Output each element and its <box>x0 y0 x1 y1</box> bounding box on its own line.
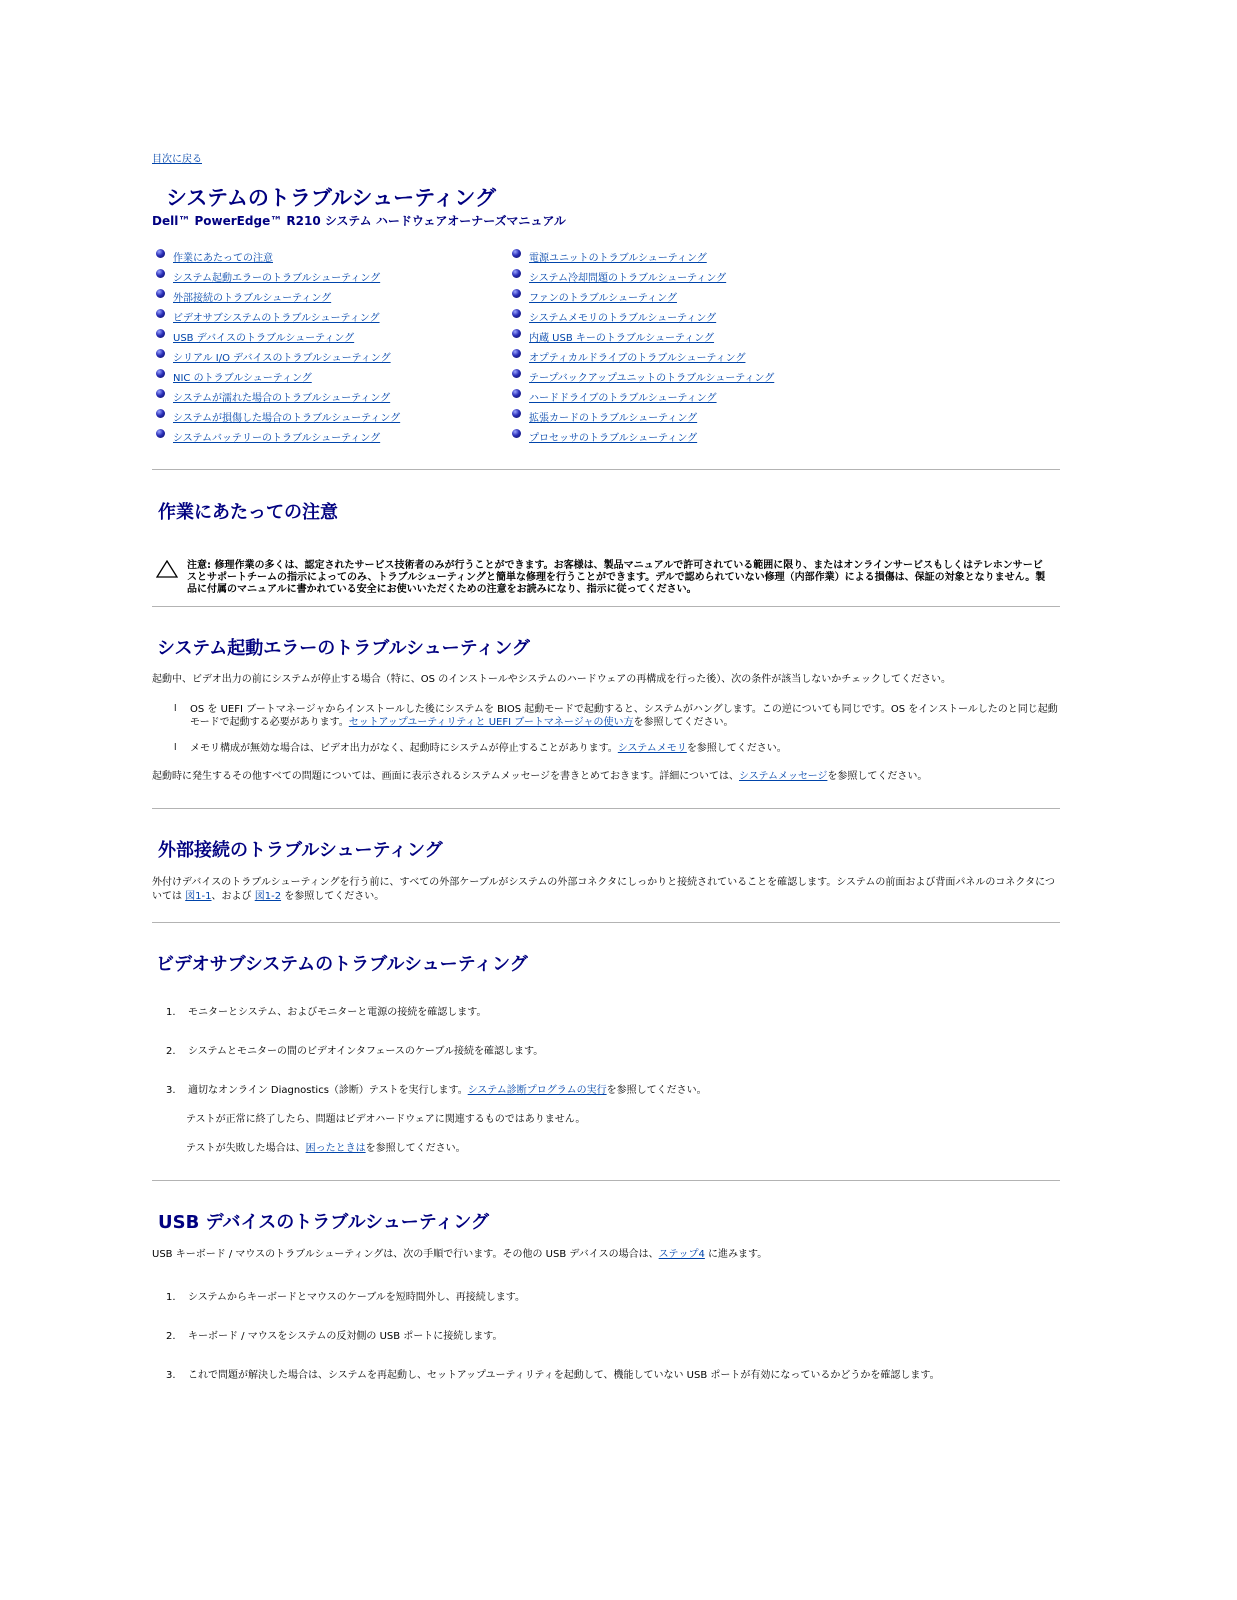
toc-link[interactable]: ビデオサブシステムのトラブルシューティング <box>173 313 380 324</box>
step-text: システムとモニターの間のビデオインタフェースのケーブル接続を確認します。 <box>188 1046 544 1057</box>
bullet-icon <box>156 269 165 278</box>
toc-item <box>152 289 508 309</box>
list-item <box>152 1330 1062 1344</box>
step-text: これで問題が解決した場合は、システムを再起動し、セットアップユーティリティを起動して、機能していない USB ポートが有効になっているかどうかを確認します。 <box>188 1370 940 1381</box>
toc-item <box>152 249 508 269</box>
bullet-icon <box>512 329 521 338</box>
bullet-icon <box>156 309 165 318</box>
step-text: モニターとシステム、およびモニターと電源の接続を確認します。 <box>188 1007 487 1018</box>
back-to-contents-link[interactable]: 目次に戻る <box>152 154 202 165</box>
step-number: 2. <box>166 1046 176 1057</box>
section-heading-usb: USB デバイスのトラブルシューティング <box>158 1212 489 1233</box>
section-heading-video: ビデオサブシステムのトラブルシューティング <box>156 954 528 975</box>
paragraph-text: 外付けデバイスのトラブルシューティングを行う前に、すべての外部ケーブルがシステムの外部コネクタにしっかりと接続されていることを確認します。システムの前面および背面パネルのコネクタについては <box>152 877 1055 902</box>
toc-item <box>508 269 864 289</box>
bullet-icon <box>512 389 521 398</box>
bullet-icon <box>156 409 165 418</box>
step-number: 1. <box>166 1292 176 1303</box>
list-item <box>152 742 1062 755</box>
section-divider <box>152 808 1060 809</box>
paragraph-text: を参照してください。 <box>827 771 928 782</box>
toc-link[interactable]: システムバッテリーのトラブルシューティング <box>173 433 381 444</box>
toc-link[interactable]: USB デバイスのトラブルシューティング <box>173 333 355 344</box>
bullet-icon <box>156 289 165 298</box>
bullet-icon <box>512 429 521 438</box>
bullet-icon <box>512 289 521 298</box>
boot-outro <box>152 770 1062 784</box>
step-text: キーボード / マウスをシステムの反対側の USB ポートに接続します。 <box>188 1331 503 1342</box>
bullet-icon <box>512 309 521 318</box>
paragraph-text: に進みます。 <box>704 1249 768 1260</box>
toc-item <box>508 249 864 269</box>
figure-1-2-link[interactable]: 図1-2 <box>254 891 282 902</box>
manual-subtitle: Dell™ PowerEdge™ R210 システム ハードウェアオーナーズマニュアル <box>152 214 566 228</box>
list-item <box>152 1084 1062 1098</box>
toc-link[interactable]: シリアル I/O デバイスのトラブルシューティング <box>173 353 391 364</box>
video-test-ok: テストが正常に終了したら、問題はビデオハードウェアに関連するものではありません。 <box>186 1114 586 1125</box>
step-number: 3. <box>166 1085 176 1096</box>
bullet-icon <box>156 349 165 358</box>
run-diagnostics-link[interactable]: システム診断プログラムの実行 <box>467 1085 607 1096</box>
paragraph-text: USB キーボード / マウスのトラブルシューティングは、次の手順で行います。その他の USB デバイスの場合は、 <box>152 1249 659 1260</box>
page-title: システムのトラブルシューティング <box>166 186 497 210</box>
bullet-icon <box>156 389 165 398</box>
section-divider <box>152 922 1060 923</box>
paragraph-text: 起動時に発生するその他すべての問題については、画面に表示されるシステムメッセージを書きとめておきます。詳細については、 <box>152 771 739 782</box>
caution-triangle-icon <box>156 560 178 578</box>
toc-item <box>508 409 864 429</box>
bullet-icon <box>156 369 165 378</box>
usb-intro <box>152 1248 1062 1262</box>
boot-intro: 起動中、ビデオ出力の前にシステムが停止する場合（特に、OS のインストールやシステムのハードウェアの再構成を行った後）、次の条件が該当しないかチェックしてください。 <box>152 674 951 685</box>
list-item <box>152 1006 1062 1020</box>
list-text: を参照してください。 <box>633 717 734 728</box>
toc-link[interactable]: システムメモリのトラブルシューティング <box>529 313 717 324</box>
caution-label: 注意: <box>187 560 211 571</box>
toc-link[interactable]: 拡張カードのトラブルシューティング <box>529 413 698 424</box>
caution-body: 修理作業の多くは、認定されたサービス技術者のみが行うことができます。お客様は、製品マニュアルで許可されている範囲に限り、またはオンラインサービスもしくはテレホンサービスとサポートチームの指示によってのみ、トラブルシューティングと簡単な修理を行うことができます。デルで認められていない修理（内部作業）による損傷は、保証の対象となりません。製品に付属のマニュアルに書かれている安全にお使いいただくための注意をお読みになり、指示に従ってください。 <box>187 560 1046 595</box>
bullet-icon <box>512 269 521 278</box>
bullet-icon <box>512 249 521 258</box>
paragraph-text: を参照してください。 <box>365 1143 466 1154</box>
step-text: 適切なオンライン Diagnostics（診断）テストを実行します。 <box>188 1085 468 1096</box>
list-item <box>152 703 1062 729</box>
toc-link[interactable]: オプティカルドライブのトラブルシューティング <box>529 353 746 364</box>
step-text: を参照してください。 <box>606 1085 707 1096</box>
toc-item <box>508 289 864 309</box>
bullet-icon <box>156 429 165 438</box>
toc-right-column <box>508 249 864 449</box>
paragraph-text: 、および <box>211 891 255 902</box>
bullet-icon <box>156 329 165 338</box>
toc-item <box>508 329 864 349</box>
bullet-icon <box>156 249 165 258</box>
toc-link[interactable]: システム起動エラーのトラブルシューティング <box>173 273 381 284</box>
list-bullet: l <box>174 743 177 753</box>
toc-item <box>152 269 508 289</box>
toc-item <box>152 329 508 349</box>
list-text: メモリ構成が無効な場合は、ビデオ出力がなく、起動時にシステムが停止することがあります。 <box>190 743 618 754</box>
toc-item <box>508 309 864 329</box>
external-text <box>152 876 1057 904</box>
getting-help-link[interactable]: 困ったときは <box>305 1143 366 1154</box>
toc-left-column <box>152 249 508 449</box>
toc-link[interactable]: システムが損傷した場合のトラブルシューティング <box>173 413 401 424</box>
list-item <box>152 1291 1062 1305</box>
toc-link[interactable]: テープバックアップユニットのトラブルシューティング <box>529 373 775 384</box>
toc-item <box>508 369 864 389</box>
toc-link[interactable]: 電源ユニットのトラブルシューティング <box>529 253 707 264</box>
toc-link[interactable]: 作業にあたっての注意 <box>173 253 273 264</box>
toc-item <box>152 409 508 429</box>
section-heading-boot: システム起動エラーのトラブルシューティング <box>157 638 530 659</box>
list-text: を参照してください。 <box>686 743 787 754</box>
section-divider <box>152 606 1060 607</box>
section-heading-external: 外部接続のトラブルシューティング <box>158 840 443 861</box>
toc-item <box>508 389 864 409</box>
step-number: 3. <box>166 1370 176 1381</box>
toc-item <box>152 349 508 369</box>
table-of-contents <box>152 249 1062 449</box>
toc-item <box>152 309 508 329</box>
section-heading-safety: 作業にあたっての注意 <box>158 502 338 523</box>
system-messages-link[interactable]: システムメッセージ <box>739 771 828 782</box>
toc-link[interactable]: システムが濡れた場合のトラブルシューティング <box>173 393 391 404</box>
list-item <box>152 1045 1062 1059</box>
figure-1-1-link[interactable]: 図1-1 <box>185 891 212 902</box>
toc-link[interactable]: ハードドライブのトラブルシューティング <box>529 393 717 404</box>
paragraph-text: を参照してください。 <box>281 891 385 902</box>
toc-link[interactable]: プロセッサのトラブルシューティング <box>529 433 698 444</box>
toc-link[interactable]: NIC のトラブルシューティング <box>173 373 312 384</box>
toc-item <box>152 429 508 449</box>
bullet-icon <box>512 409 521 418</box>
section-divider <box>152 1180 1060 1181</box>
toc-link[interactable]: 内蔵 USB キーのトラブルシューティング <box>529 333 715 344</box>
toc-item <box>152 369 508 389</box>
list-text: OS を UEFI ブートマネージャからインストールした後にシステムを BIOS 起動モードで起動すると、システムがハングします。この逆についても同じです。OS をインストールしたのと同じ起動モードで起動する必要があります。 <box>190 704 1058 728</box>
bullet-icon <box>512 349 521 358</box>
list-item <box>152 1369 1062 1383</box>
list-bullet: l <box>174 704 177 714</box>
step-text: システムからキーボードとマウスのケーブルを短時間外し、再接続します。 <box>188 1292 525 1303</box>
section-divider <box>152 469 1060 470</box>
video-test-fail <box>152 1142 1062 1156</box>
toc-link[interactable]: 外部接続のトラブルシューティング <box>173 293 332 304</box>
paragraph-text: テストが失敗した場合は、 <box>186 1143 306 1154</box>
step-number: 2. <box>166 1331 176 1342</box>
bullet-icon <box>512 369 521 378</box>
system-memory-link[interactable]: システムメモリ <box>617 743 687 754</box>
toc-link[interactable]: システム冷却問題のトラブルシューティング <box>529 273 727 284</box>
toc-link[interactable]: ファンのトラブルシューティング <box>529 293 677 304</box>
document-page <box>152 150 1062 1383</box>
setup-utility-link[interactable]: セットアップユーティリティと UEFI ブートマネージャの使い方 <box>348 717 634 728</box>
toc-item <box>508 429 864 449</box>
toc-item <box>508 349 864 369</box>
caution-notice <box>156 560 1062 596</box>
toc-item <box>152 389 508 409</box>
step-4-link[interactable]: ステップ4 <box>658 1249 705 1260</box>
caution-text <box>187 560 1052 596</box>
step-number: 1. <box>166 1007 176 1018</box>
